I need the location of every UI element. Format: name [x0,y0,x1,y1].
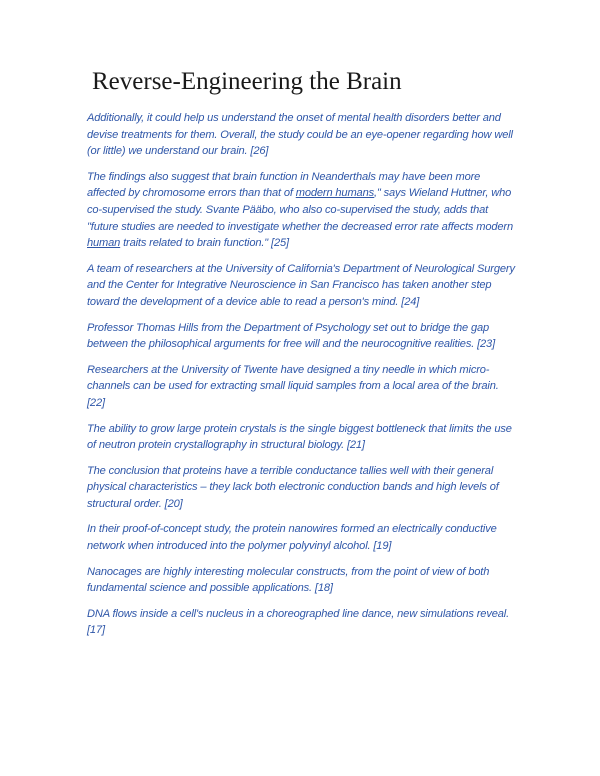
paragraph-text: The findings also suggest that brain function in Neanderthals may have been more affected by chromosome errors than that of [87,170,481,200]
paragraph-text: Additionally, it could help us understand the onset of mental health disorders better and devise treatments for them. Overall, the study could be an eye-opener regarding how well (or little) we understand our brain. [26] [87,112,513,158]
paragraph-1 [87,110,517,160]
paragraph-text: ," says Wieland Huttner, who co-supervised the study. Svante Pääbo, who also co-supervised the study, adds that "future studies are needed to investigate whether the decreased error rate affects modern [87,187,513,233]
paragraph-8 [87,521,517,554]
paragraph-text: In their proof-of-concept study, the protein nanowires formed an electrically conductive network when introduced into the polymer polyvinyl alcohol. [19] [87,523,497,553]
paragraph-3 [87,261,517,311]
paragraph-text: Professor Thomas Hills from the Department of Psychology set out to bridge the gap between the philosophical arguments for free will and the neurocognitive realities. [23] [87,321,495,351]
paragraph-text: DNA flows inside a cell's nucleus in a choreographed line dance, new simulations reveal. [17] [87,607,510,637]
human-link[interactable]: human [87,237,121,250]
paragraph-4 [87,320,517,353]
paragraph-text: Nanocages are highly interesting molecular constructs, from the point of view of both fundamental science and possible applications. [18] [87,565,490,595]
paragraph-text: A team of researchers at the University of California's Department of Neurological Surgery and the Center for Integrative Neuroscience in San Francisco has taken another step toward the development of a device able to read a person's mind. [24] [87,262,515,308]
paragraph-text: traits related to brain function." [25] [120,237,289,250]
paragraph-text: The ability to grow large protein crystals is the single biggest bottleneck that limits the use of neutron protein crystallography in structural biology. [21] [87,422,512,452]
page-title: Reverse-Engineering the Brain [92,68,402,95]
paragraph-6 [87,421,517,454]
paragraph-5 [87,362,517,412]
paragraph-10 [87,606,517,639]
paragraph-2 [87,169,517,252]
document-body [87,110,517,648]
paragraph-9 [87,564,517,597]
paragraph-7 [87,463,517,513]
modern-humans-link[interactable]: modern humans [295,187,374,200]
paragraph-text: Researchers at the University of Twente have designed a tiny needle in which micro-channels can be used for extracting small liquid samples from a local area of the brain. [22] [87,363,499,409]
paragraph-text: The conclusion that proteins have a terrible conductance tallies well with their general physical characteristics – they lack both electronic conduction bands and high levels of structural order. [20] [87,464,499,510]
